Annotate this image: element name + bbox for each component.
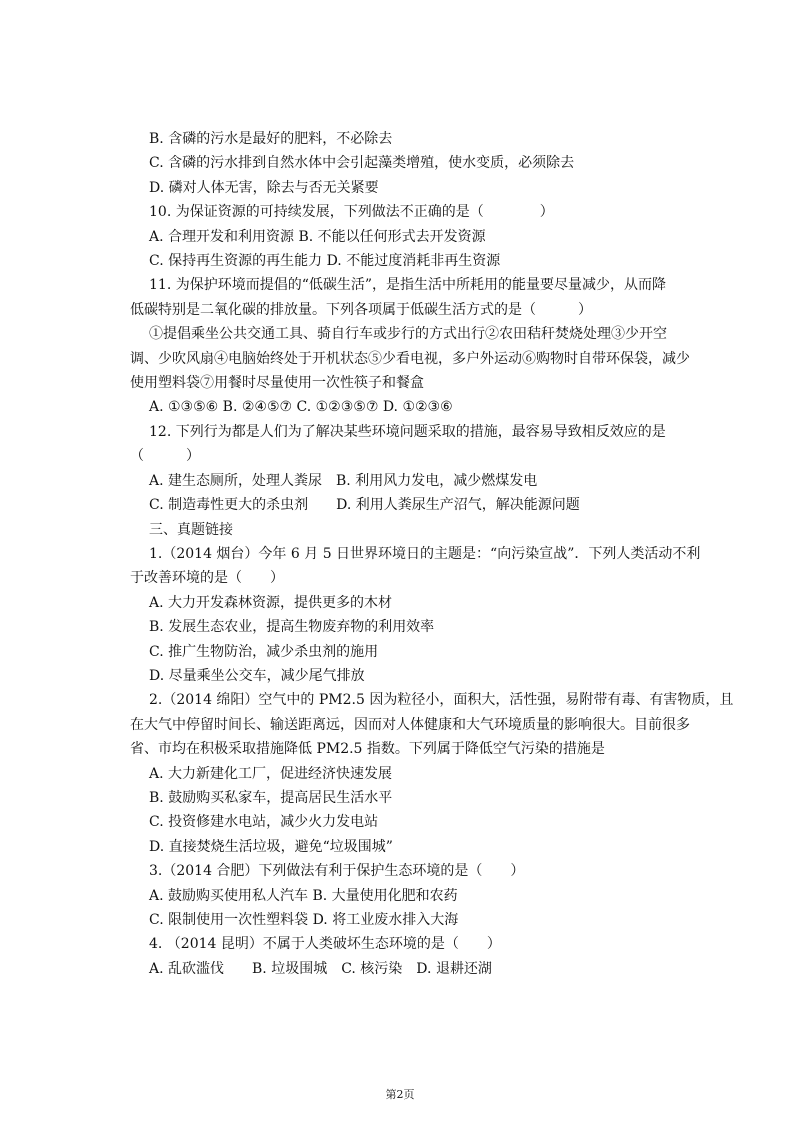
text-line: 三、真题链接 bbox=[149, 521, 233, 538]
text-line: A. 合理开发和利用资源 B. 不能以任何形式去开发资源 bbox=[149, 228, 486, 245]
text-line: C. 含磷的污水排到自然水体中会引起藻类增殖，使水变质，必须除去 bbox=[149, 155, 575, 172]
text-line: 调、少吹风扇④电脑始终处于开机状态⑤少看电视，多户外运动⑥购物时自带环保袋，减少 bbox=[130, 350, 690, 367]
text-line: 11. 为保护环境而提倡的“低碳生活”，是指生活中所耗用的能量要尽量减少，从而降 bbox=[149, 277, 667, 294]
text-line: 于改善环境的是（ ） bbox=[130, 570, 284, 587]
text-line: 在大气中停留时间长、输送距离远，因而对人体健康和大气环境质量的影响很大。目前很多 bbox=[130, 716, 690, 733]
text-line: D. 尽量乘坐公交车，减少尾气排放 bbox=[149, 667, 365, 684]
document-body bbox=[130, 127, 734, 981]
text-line: 10. 为保证资源的可持续发展，下列做法不正确的是（ ） bbox=[149, 204, 554, 221]
text-line: D. 直接焚烧生活垃圾，避免“垃圾围城” bbox=[149, 838, 393, 855]
text-line: 2.（2014 绵阳）空气中的 PM2.5 因为粒径小，面积大，活性强，易附带有毒、有害物质，且 bbox=[149, 692, 734, 709]
text-line: B. 发展生态农业，提高生物废弃物的利用效率 bbox=[149, 619, 435, 636]
text-line: A. ①③⑤⑥ B. ②④⑤⑦ C. ①②③⑤⑦ D. ①②③⑥ bbox=[149, 399, 453, 416]
text-line: A. 鼓励购买使用私人汽车 B. 大量使用化肥和农药 bbox=[149, 887, 458, 904]
text-line: C. 保持再生资源的再生能力 D. 不能过度消耗非再生资源 bbox=[149, 253, 501, 270]
text-line: 省、市均在积极采取措施降低 PM2.5 指数。下列属于降低空气污染的措施是 bbox=[130, 741, 605, 758]
text-line: （ ） bbox=[130, 448, 200, 465]
text-line: C. 限制使用一次性塑料袋 D. 将工业废水排入大海 bbox=[149, 912, 459, 928]
text-line: B. 含磷的污水是最好的肥料，不必除去 bbox=[149, 131, 393, 147]
text-line: B. 鼓励购买私家车，提高居民生活水平 bbox=[149, 789, 393, 806]
text-line: C. 制造毒性更大的杀虫剂 D. 利用人粪尿生产沼气，解决能源问题 bbox=[149, 497, 580, 514]
text-line: D. 磷对人体无害，除去与否无关紧要 bbox=[149, 179, 379, 196]
text-line: 12. 下列行为都是人们为了解决某些环境问题采取的措施，最容易导致相反效应的是 bbox=[149, 423, 666, 440]
text-line: A. 大力新建化工厂，促进经济快速发展 bbox=[149, 765, 393, 782]
page-number: 第2页 bbox=[385, 1088, 415, 1101]
text-line: 1.（2014 烟台）今年 6 月 5 日世界环境日的主题是：“向污染宣战”．下列人类活动不利 bbox=[149, 545, 701, 562]
text-line: 3.（2014 合肥）下列做法有利于保护生态环境的是（ ） bbox=[149, 863, 525, 880]
text-line: A. 乱砍滥伐 B. 垃圾围城 C. 核污染 D. 退耕还湖 bbox=[149, 960, 492, 977]
text-line: C. 投资修建水电站，减少火力发电站 bbox=[149, 814, 379, 831]
text-line: 使用塑料袋⑦用餐时尽量使用一次性筷子和餐盒 bbox=[130, 375, 424, 392]
text-line: A. 大力开发森林资源，提供更多的木材 bbox=[149, 594, 393, 611]
text-line: 低碳特别是二氧化碳的排放量。下列各项属于低碳生活方式的是（ ） bbox=[130, 301, 592, 318]
text-line: C. 推广生物防治，减少杀虫剂的施用 bbox=[149, 643, 379, 660]
text-line: ①提倡乘坐公共交通工具、骑自行车或步行的方式出行②农田秸秆焚烧处理③少开空 bbox=[149, 326, 667, 343]
text-line: A. 建生态厕所，处理人粪尿 B. 利用风力发电，减少燃煤发电 bbox=[149, 472, 538, 489]
text-line: 4. （2014 昆明）不属于人类破坏生态环境的是（ ） bbox=[149, 936, 501, 953]
